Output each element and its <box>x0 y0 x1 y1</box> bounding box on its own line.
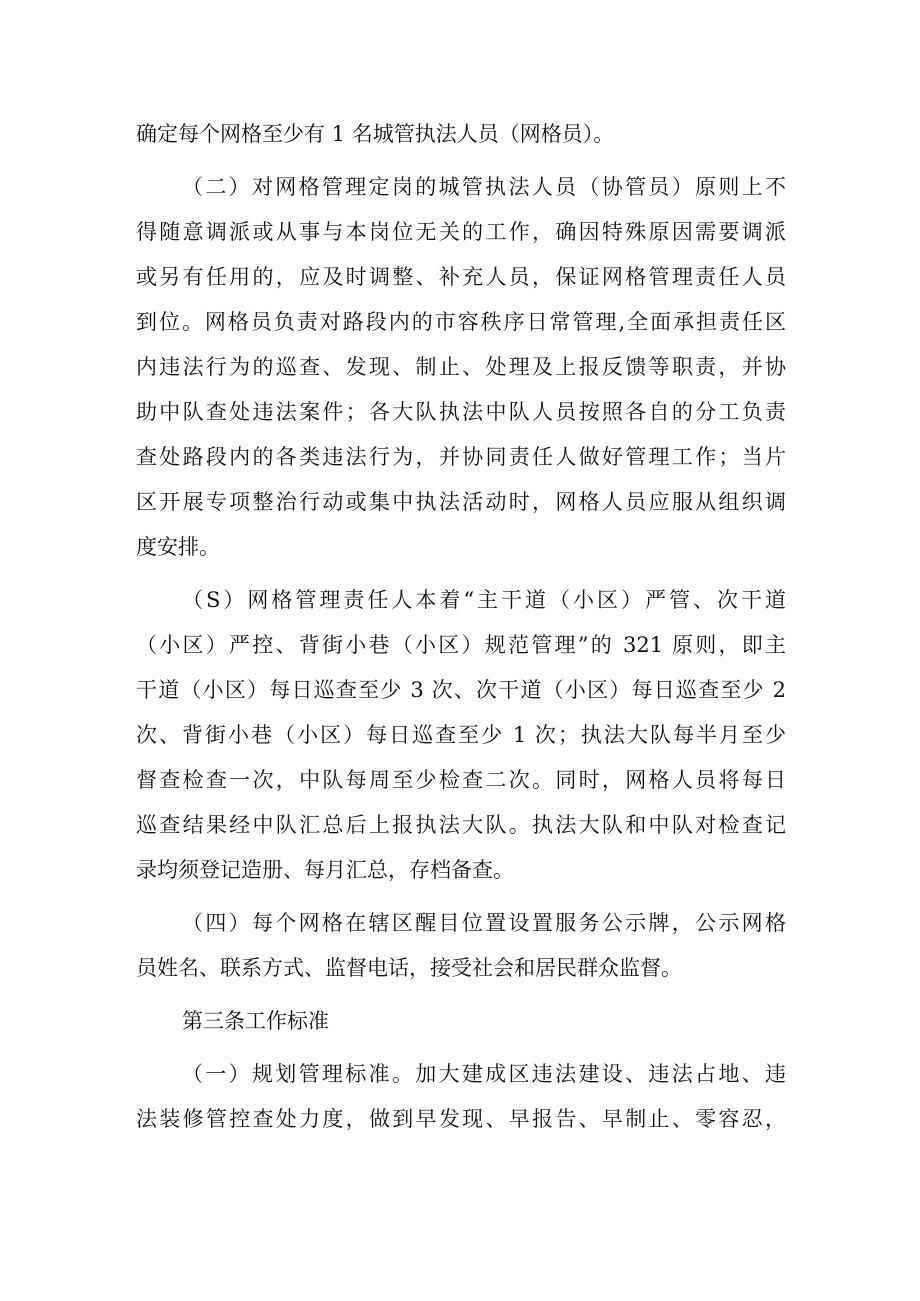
document-body <box>136 112 786 1142</box>
paragraph-line: 助中队查处违法案件；各大队执法中队人员按照各自的分工负责 <box>136 400 786 424</box>
paragraph-line: 内违法行为的巡查、发现、制止、处理及上报反馈等职责，并协 <box>136 355 786 379</box>
paragraph-line: （二）对网格管理定岗的城管执法人员（协管员）原则上不 <box>182 175 786 199</box>
paragraph-line: 法装修管控查处力度，做到早发现、早报告、早制止、零容忍， <box>136 1107 786 1131</box>
paragraph-line: 录均须登记造册、每月汇总，存档备查。 <box>136 858 514 882</box>
paragraph-line: 巡查结果经中队汇总后上报执法大队。执法大队和中队对检查记 <box>136 813 786 837</box>
paragraph-line: （一）规划管理标准。加大建成区违法建设、违法占地、违 <box>182 1062 786 1086</box>
section-heading: 第三条工作标准 <box>182 1009 329 1033</box>
paragraph-line: 区开展专项整治行动或集中执法活动时，网格人员应服从组织调 <box>136 490 786 514</box>
paragraph-line: 到位。网格员负责对路段内的市容秩序日常管理,全面承担责任区 <box>136 310 786 334</box>
paragraph-line: 查处路段内的各类违法行为，并协同责任人做好管理工作；当片 <box>136 445 786 469</box>
paragraph-line: 得随意调派或从事与本岗位无关的工作，确因特殊原因需要调派 <box>136 220 786 244</box>
paragraph-line: 督查检查一次，中队每周至少检查二次。同时，网格人员将每日 <box>136 768 786 792</box>
paragraph-line: 或另有任用的，应及时调整、补充人员，保证网格管理责任人员 <box>136 265 786 289</box>
paragraph-line: 次、背街小巷（小区）每日巡查至少 1 次；执法大队每半月至少 <box>136 723 786 747</box>
paragraph-line: （小区）严控、背街小巷（小区）规范管理”的 321 原则，即主 <box>136 633 786 657</box>
paragraph-line: 确定每个网格至少有 1 名城管执法人员（网格员）。 <box>136 122 615 146</box>
paragraph-line: 度安排。 <box>136 535 220 559</box>
paragraph-line: （四）每个网格在辖区醒目位置设置服务公示牌，公示网格 <box>182 911 786 935</box>
paragraph-line: 员姓名、联系方式、监督电话，接受社会和居民群众监督。 <box>136 956 682 980</box>
paragraph-line: 干道（小区）每日巡查至少 3 次、次干道（小区）每日巡查至少 2 <box>136 678 786 702</box>
paragraph-line: （S）网格管理责任人本着“主干道（小区）严管、次干道 <box>182 588 786 612</box>
